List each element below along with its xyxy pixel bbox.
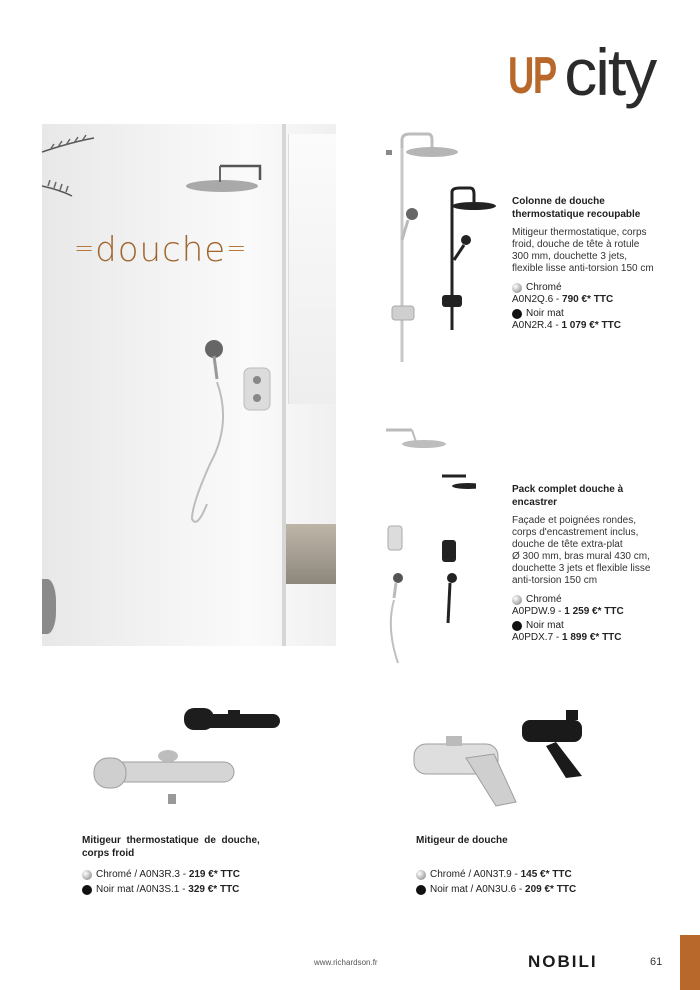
finish-option-chrome: Chromé — [512, 594, 692, 606]
finish-option-chrome: Chromé — [512, 282, 692, 294]
nobili-brand-logo: NOBILI — [528, 952, 598, 971]
black-swatch-icon — [416, 885, 426, 895]
product-description-line: Ø 300 mm, bras mural 430 cm, — [512, 551, 650, 562]
shower-column-image — [370, 130, 510, 370]
product-title: Mitigeur thermostatique de douche, — [82, 835, 260, 846]
product-description-line: corps d'encastrement inclus, — [512, 527, 639, 538]
product-title: Colonne de douche — [512, 196, 605, 207]
finish-option-black: Noir mat / A0N3U.6 - 209 €* TTC — [416, 884, 636, 896]
product-title-line2: encastrer — [512, 497, 558, 508]
finish-option-black: Noir mat — [512, 620, 692, 632]
product-description-line: froid, douche de tête à rotule — [512, 239, 640, 250]
product-description-line: anti-torsion 150 cm — [512, 575, 598, 586]
page-tab-marker — [680, 935, 700, 990]
product-description-line: douchette 3 jets et flexible lisse — [512, 563, 651, 574]
logo-city-text: city — [564, 35, 656, 109]
product-shower-pack — [512, 483, 692, 644]
logo-up-text: UP — [508, 47, 556, 105]
chrome-swatch-icon — [512, 595, 522, 605]
black-swatch-icon — [82, 885, 92, 895]
douche-label: =douche= — [74, 230, 248, 270]
product-reference: A0PDW.9 - 1 259 €* TTC — [512, 606, 624, 617]
product-reference: A0PDX.7 - 1 899 €* TTC — [512, 632, 622, 643]
product-title: Mitigeur de douche — [416, 835, 508, 846]
product-description-line: douche de tête extra-plat — [512, 539, 623, 550]
product-thermostatic-mixer — [82, 834, 302, 896]
douche-label-text: douche — [95, 230, 227, 270]
product-description-line: Façade et poignées rondes, — [512, 515, 636, 526]
upcity-logo — [508, 22, 656, 109]
black-swatch-icon — [512, 309, 522, 319]
product-description-line: Mitigeur thermostatique, corps — [512, 227, 647, 238]
bathroom-photo — [42, 124, 336, 646]
shower-pack-image — [376, 418, 476, 668]
black-swatch-icon — [512, 621, 522, 631]
chrome-swatch-icon — [512, 283, 522, 293]
chrome-swatch-icon — [416, 870, 426, 880]
page-number: 61 — [650, 956, 663, 968]
product-title: Pack complet douche à — [512, 484, 624, 495]
finish-option-black: Noir mat — [512, 308, 692, 320]
finish-option-black: Noir mat /A0N3S.1 - 329 €* TTC — [82, 884, 302, 896]
product-title-line2: thermostatique recoupable — [512, 209, 641, 220]
shower-mixer-image — [406, 706, 606, 816]
product-reference: A0N2Q.6 - 790 €* TTC — [512, 294, 614, 305]
product-description-line: 300 mm, douchette 3 jets, — [512, 251, 628, 262]
thermostatic-mixer-image — [88, 696, 288, 816]
product-description-line: flexible lisse anti-torsion 150 cm — [512, 263, 654, 274]
chrome-swatch-icon — [82, 870, 92, 880]
footer-url[interactable]: www.richardson.fr — [314, 958, 378, 967]
product-shower-mixer — [416, 834, 636, 896]
product-reference: A0N2R.4 - 1 079 €* TTC — [512, 320, 621, 331]
product-shower-column — [512, 195, 692, 332]
product-title-line2: corps froid — [82, 848, 135, 859]
finish-option-chrome: Chromé / A0N3T.9 - 145 €* TTC — [416, 869, 636, 881]
finish-option-chrome: Chromé / A0N3R.3 - 219 €* TTC — [82, 869, 302, 881]
